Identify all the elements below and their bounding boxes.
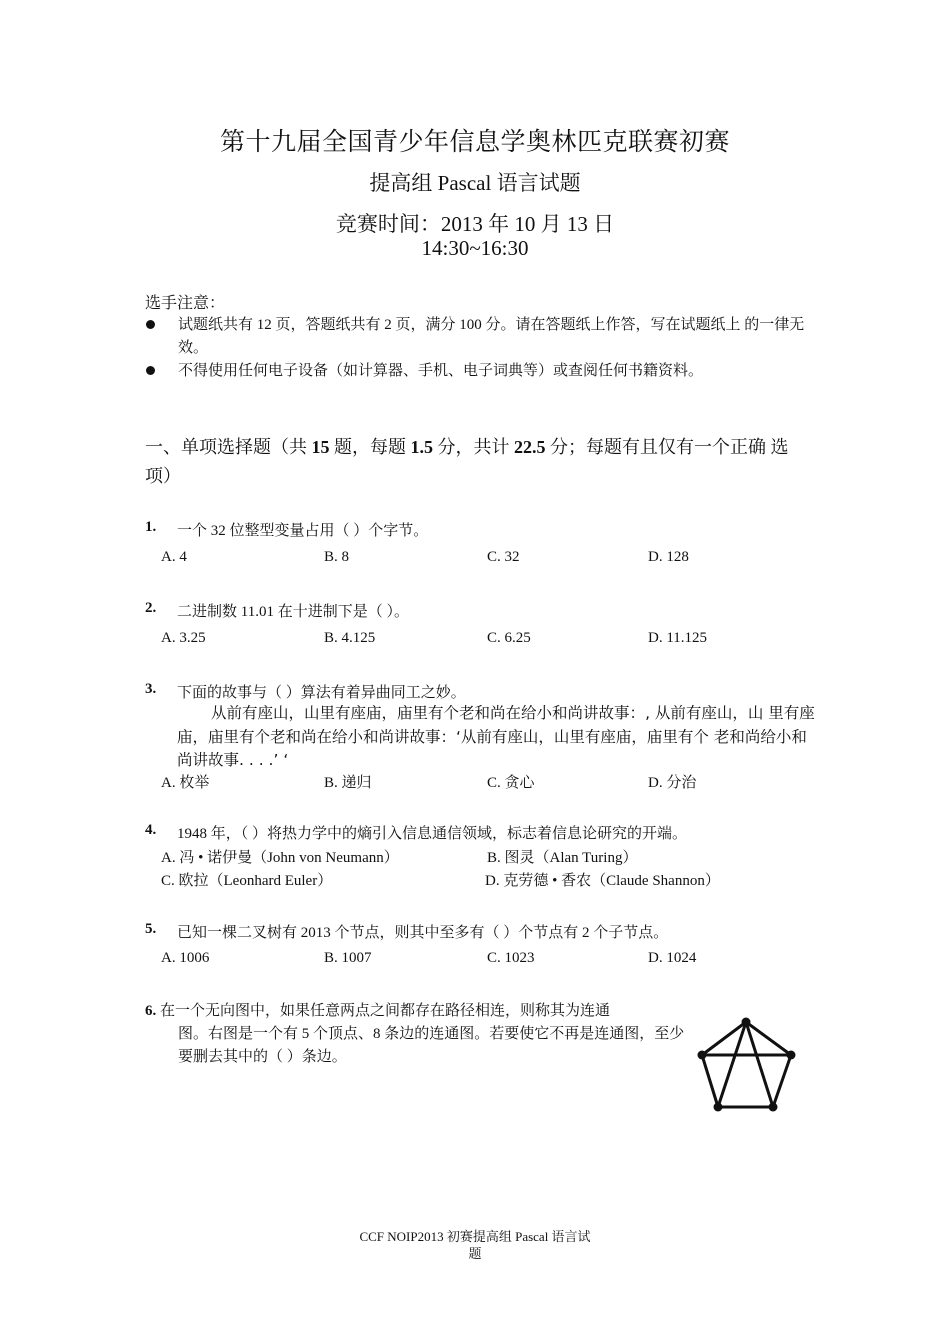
option-c[interactable]: C. 欧拉（Leonhard Euler） [161,873,333,889]
question-text [145,1000,685,1069]
question-text: 下面的故事与（ ）算法有着异曲同工之妙。 [177,685,466,701]
footer-line: 题 [468,1246,482,1261]
question-text: 二进制数 11.01 在十进制下是（ ）。 [177,604,409,620]
bullet-icon [146,366,155,375]
graph-vertex [698,1051,707,1060]
question-number: 2. [145,600,157,616]
option-b[interactable]: B. 1007 [324,950,372,966]
exam-date: 竞赛时间：2013 年 10 月 13 日 [335,212,615,236]
graph-edge [746,1022,773,1107]
option-a[interactable]: A. 枚举 [161,775,210,791]
notice-heading: 选手注意： [145,295,226,312]
option-b[interactable]: B. 8 [324,549,350,565]
question-number: 5. [145,921,157,937]
graph-vertex [742,1018,751,1027]
graph-vertex [714,1103,723,1112]
option-d[interactable]: D. 克劳德 • 香农（Claude Shannon） [485,873,720,889]
question-text-cont: 图。右图是一个有 5 个顶点、8 条边的连通图。若要使它不再是连通图，至少要删去其中的（ ）条边。 [178,1026,685,1065]
option-c[interactable]: C. 1023 [487,950,535,966]
option-d[interactable]: D. 11.125 [648,630,708,646]
graph-edge [773,1055,791,1107]
option-b[interactable]: B. 4.125 [324,630,376,646]
option-c[interactable]: C. 32 [487,549,520,565]
graph-vertex [787,1051,796,1060]
exam-subtitle: 提高组 Pascal 语言试题 [369,171,581,195]
question-number: 6. [145,1003,157,1019]
option-a[interactable]: A. 1006 [161,950,210,966]
notice-item: 不得使用任何电子设备（如计算器、手机、电子词典等）或查阅任何书籍资料。 [178,363,704,379]
story-text: 从前有座山，山里有座庙，庙里有个老和尚在给小和尚讲故事：‚ 从前有座山，山 里有座庙，庙里有个老和尚在给小和尚讲故事：‘从前有座山，山里有座庙，庙里有个 老和尚给小和尚讲故事. . . .’ ‘ [177,704,815,769]
option-a[interactable]: A. 冯 • 诺伊曼（John von Neumann） [161,850,399,866]
graph-edge [702,1055,718,1107]
notice-item: 试题纸共有 12 页，答题纸共有 2 页，满分 100 分。请在答题纸上作答，写在试题纸上 的一律无效。 [178,317,805,356]
graph-vertex [769,1103,778,1112]
option-c[interactable]: C. 6.25 [487,630,531,646]
question-text: 一个 32 位整型变量占用（ ）个字节。 [177,523,429,539]
option-d[interactable]: D. 分治 [648,775,697,791]
bullet-icon [146,320,155,329]
option-d[interactable]: D. 1024 [648,950,697,966]
option-c[interactable]: C. 贪心 [487,775,535,791]
option-a[interactable]: A. 4 [161,549,187,565]
question-number: 4. [145,822,157,838]
option-b[interactable]: B. 图灵（Alan Turing） [487,850,638,866]
option-a[interactable]: A. 3.25 [161,630,206,646]
footer-line: CCF NOIP2013 初赛提高组 Pascal 语言试 [359,1229,591,1244]
option-b[interactable]: B. 递归 [324,775,372,791]
connected-graph-figure [690,1010,800,1120]
option-d[interactable]: D. 128 [648,549,689,565]
question-number: 3. [145,681,157,697]
question-text: 已知一棵二叉树有 2013 个节点，则其中至多有（ ）个节点有 2 个子节点。 [177,925,669,941]
exam-time: 14:30~16:30 [421,236,529,260]
graph-edge [718,1022,746,1107]
question-number: 1. [145,519,157,535]
section-heading: 一、单项选择题（共 15 题，每题 1.5 分，共计 22.5 分；每题有且仅有一个正确 选项） [145,437,789,486]
question-text-line: 在一个无向图中，如果任意两点之间都存在路径相连，则称其为连通 [160,1003,611,1019]
exam-title: 第十九届全国青少年信息学奥林匹克联赛初赛 [219,127,730,156]
question-text: 1948 年，（ ）将热力学中的熵引入信息通信领域，标志着信息论研究的开端。 [177,826,688,842]
